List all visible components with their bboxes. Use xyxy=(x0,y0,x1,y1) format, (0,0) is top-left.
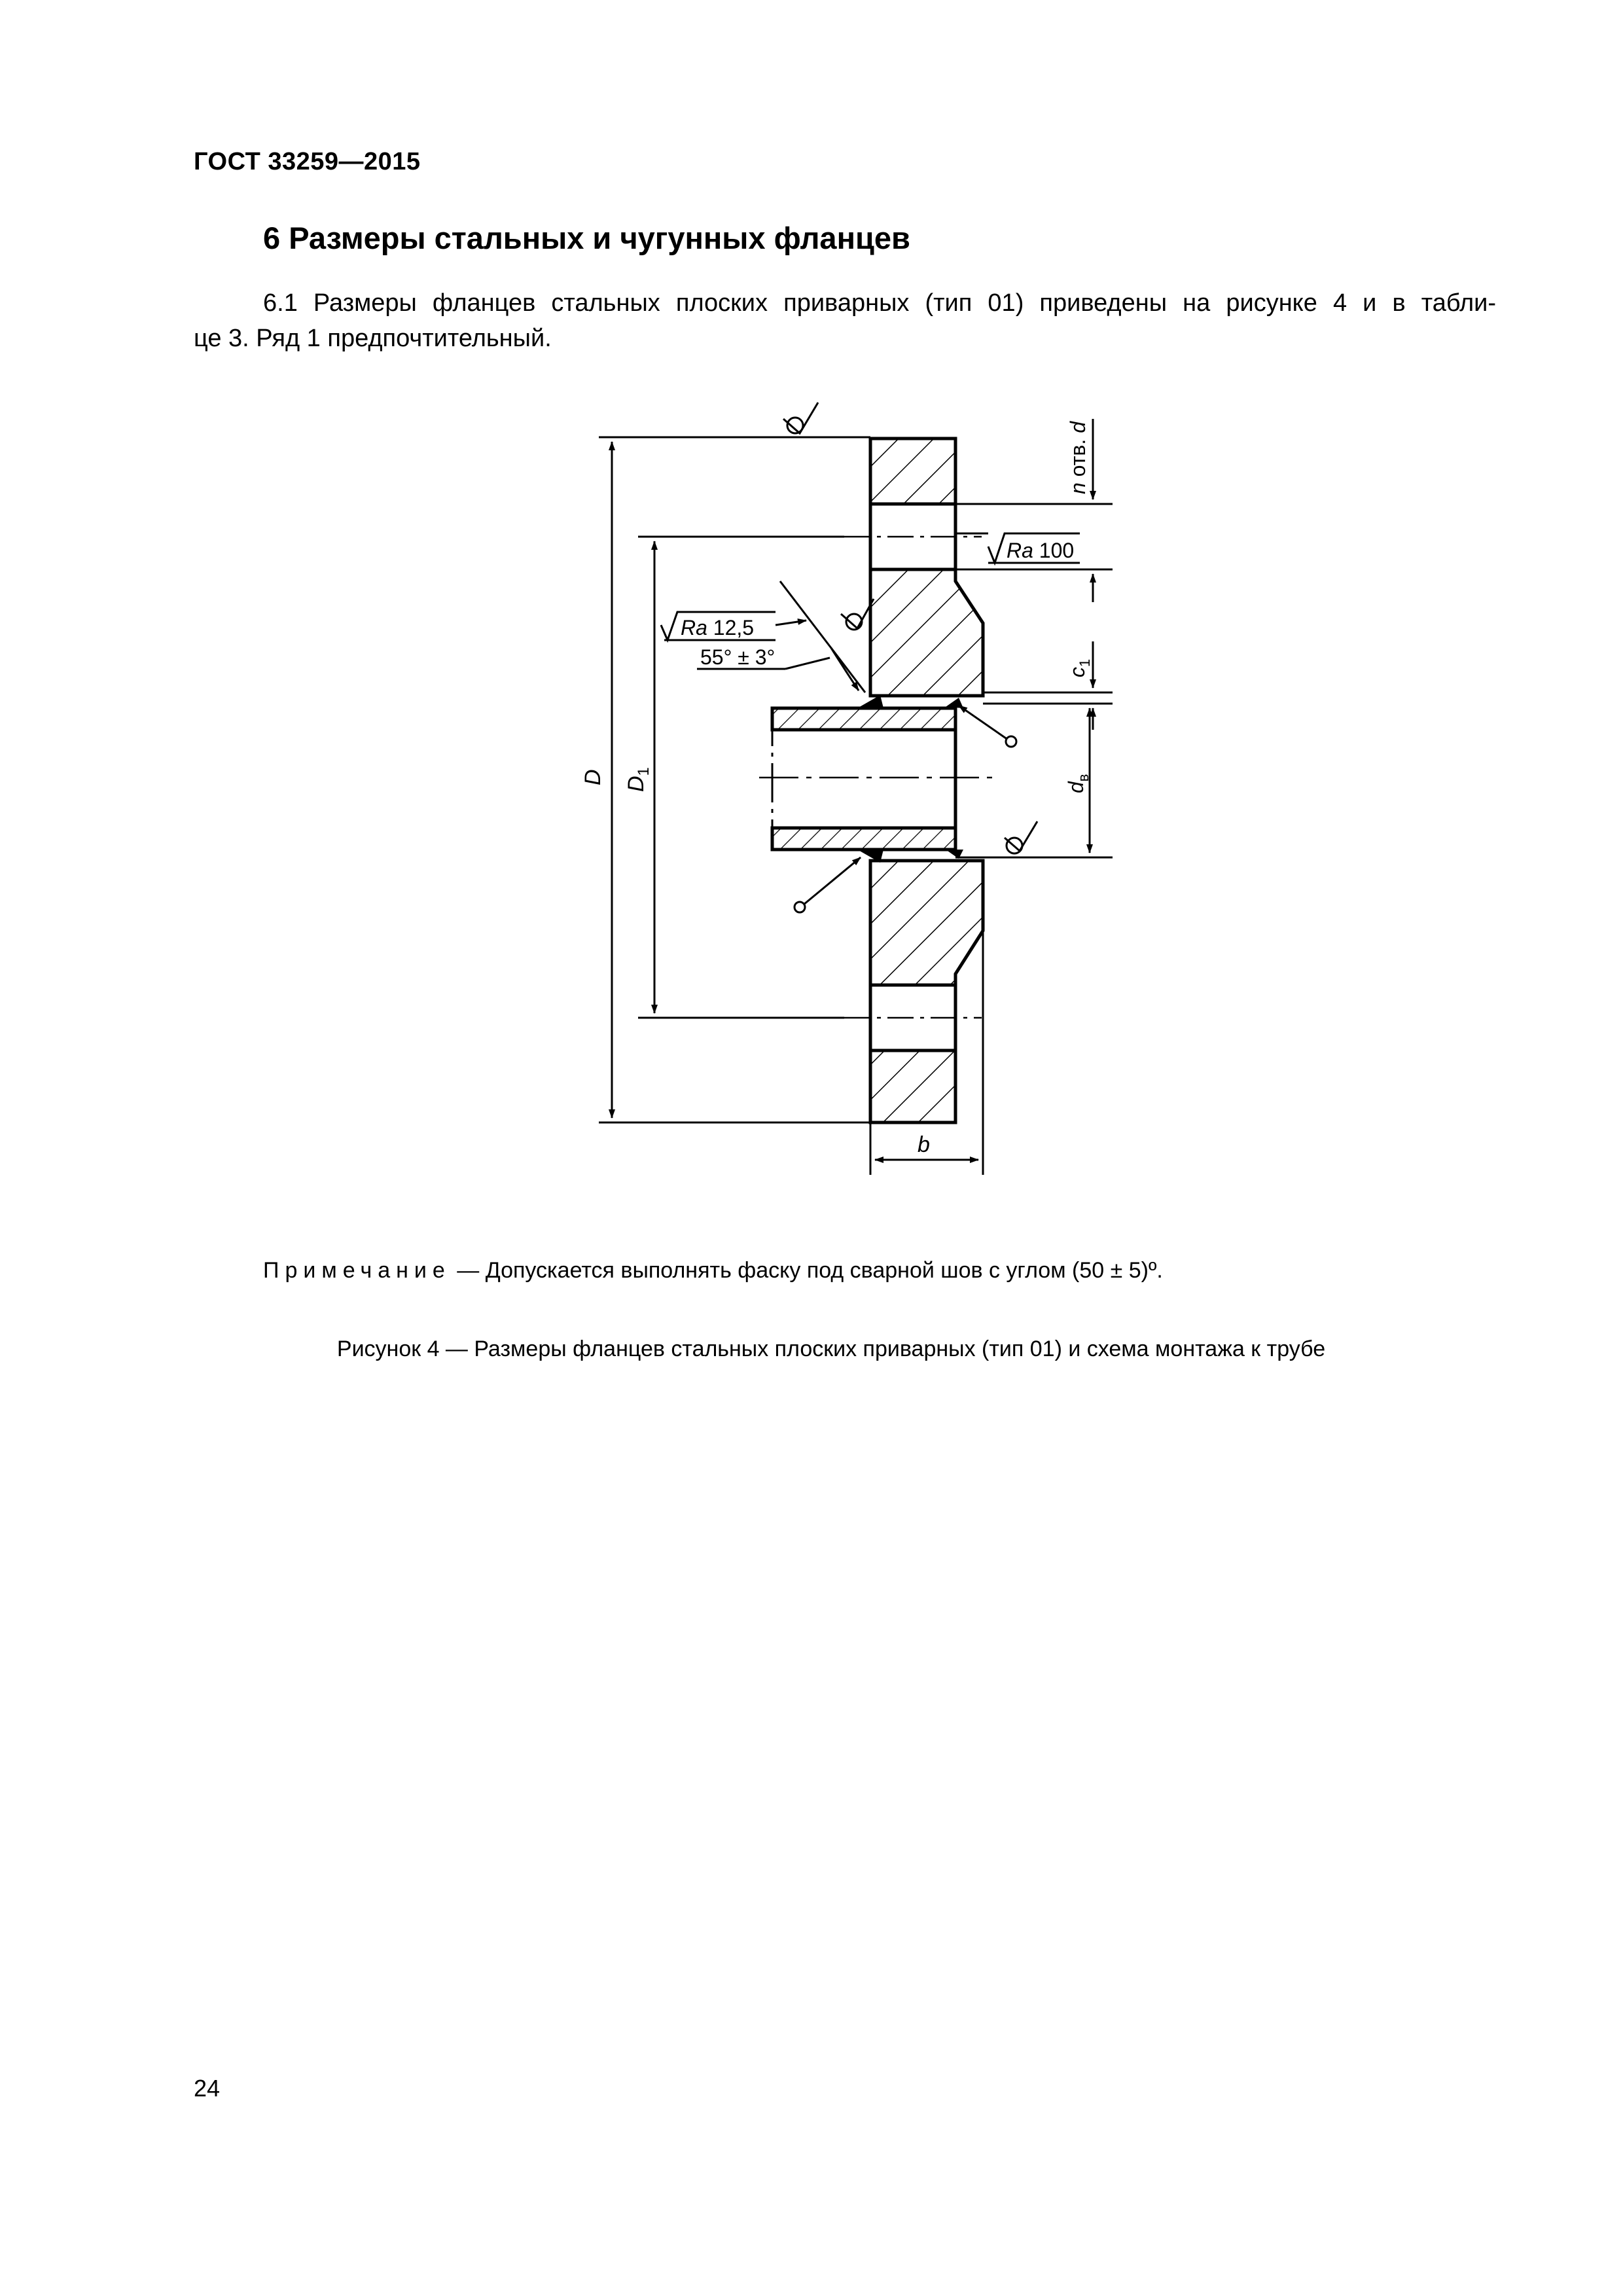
flange-section xyxy=(870,439,983,1122)
label-c1: $c_1$ xyxy=(1065,658,1093,677)
label-n-holes-d: n отв. d xyxy=(1066,421,1090,494)
paragraph-line-2: це 3. Ряд 1 предпочтительный. xyxy=(194,325,552,352)
label-dv: $d_в$ xyxy=(1064,774,1092,793)
weld-symbol-top xyxy=(783,403,818,433)
pipe-section xyxy=(772,707,955,851)
paragraph-line-1: 6.1 Размеры фланцев стальных плоских приварных (тип 01) приведены на рисунке 4 и в табли- xyxy=(263,289,1496,317)
section-title: 6 Размеры стальных и чугунных фланцев xyxy=(263,221,910,255)
figure-caption: Рисунок 4 — Размеры фланцев стальных плоских приварных (тип 01) и схема монтажа к трубе xyxy=(336,1336,1326,1361)
label-D1: $D_1$ xyxy=(624,767,652,792)
label-ra125: Ra 12,5 xyxy=(681,616,755,639)
label-angle: 55° ± 3° xyxy=(700,645,776,669)
note-prefix: Примечание xyxy=(263,1258,451,1283)
dimension-lines xyxy=(612,419,1093,1160)
label-D: D xyxy=(580,769,605,785)
label-ra100: Ra 100 xyxy=(1007,539,1075,562)
note-text: — Допускается выполнять фаску под сварной шов с углом (50 ± 5)º. xyxy=(450,1258,1163,1283)
label-b: b xyxy=(918,1132,930,1157)
figure-note xyxy=(263,1258,1163,1283)
weld-symbol-bottom xyxy=(1005,821,1037,853)
page-number: 24 xyxy=(194,2075,221,2102)
standard-header: ГОСТ 33259—2015 xyxy=(194,148,421,175)
